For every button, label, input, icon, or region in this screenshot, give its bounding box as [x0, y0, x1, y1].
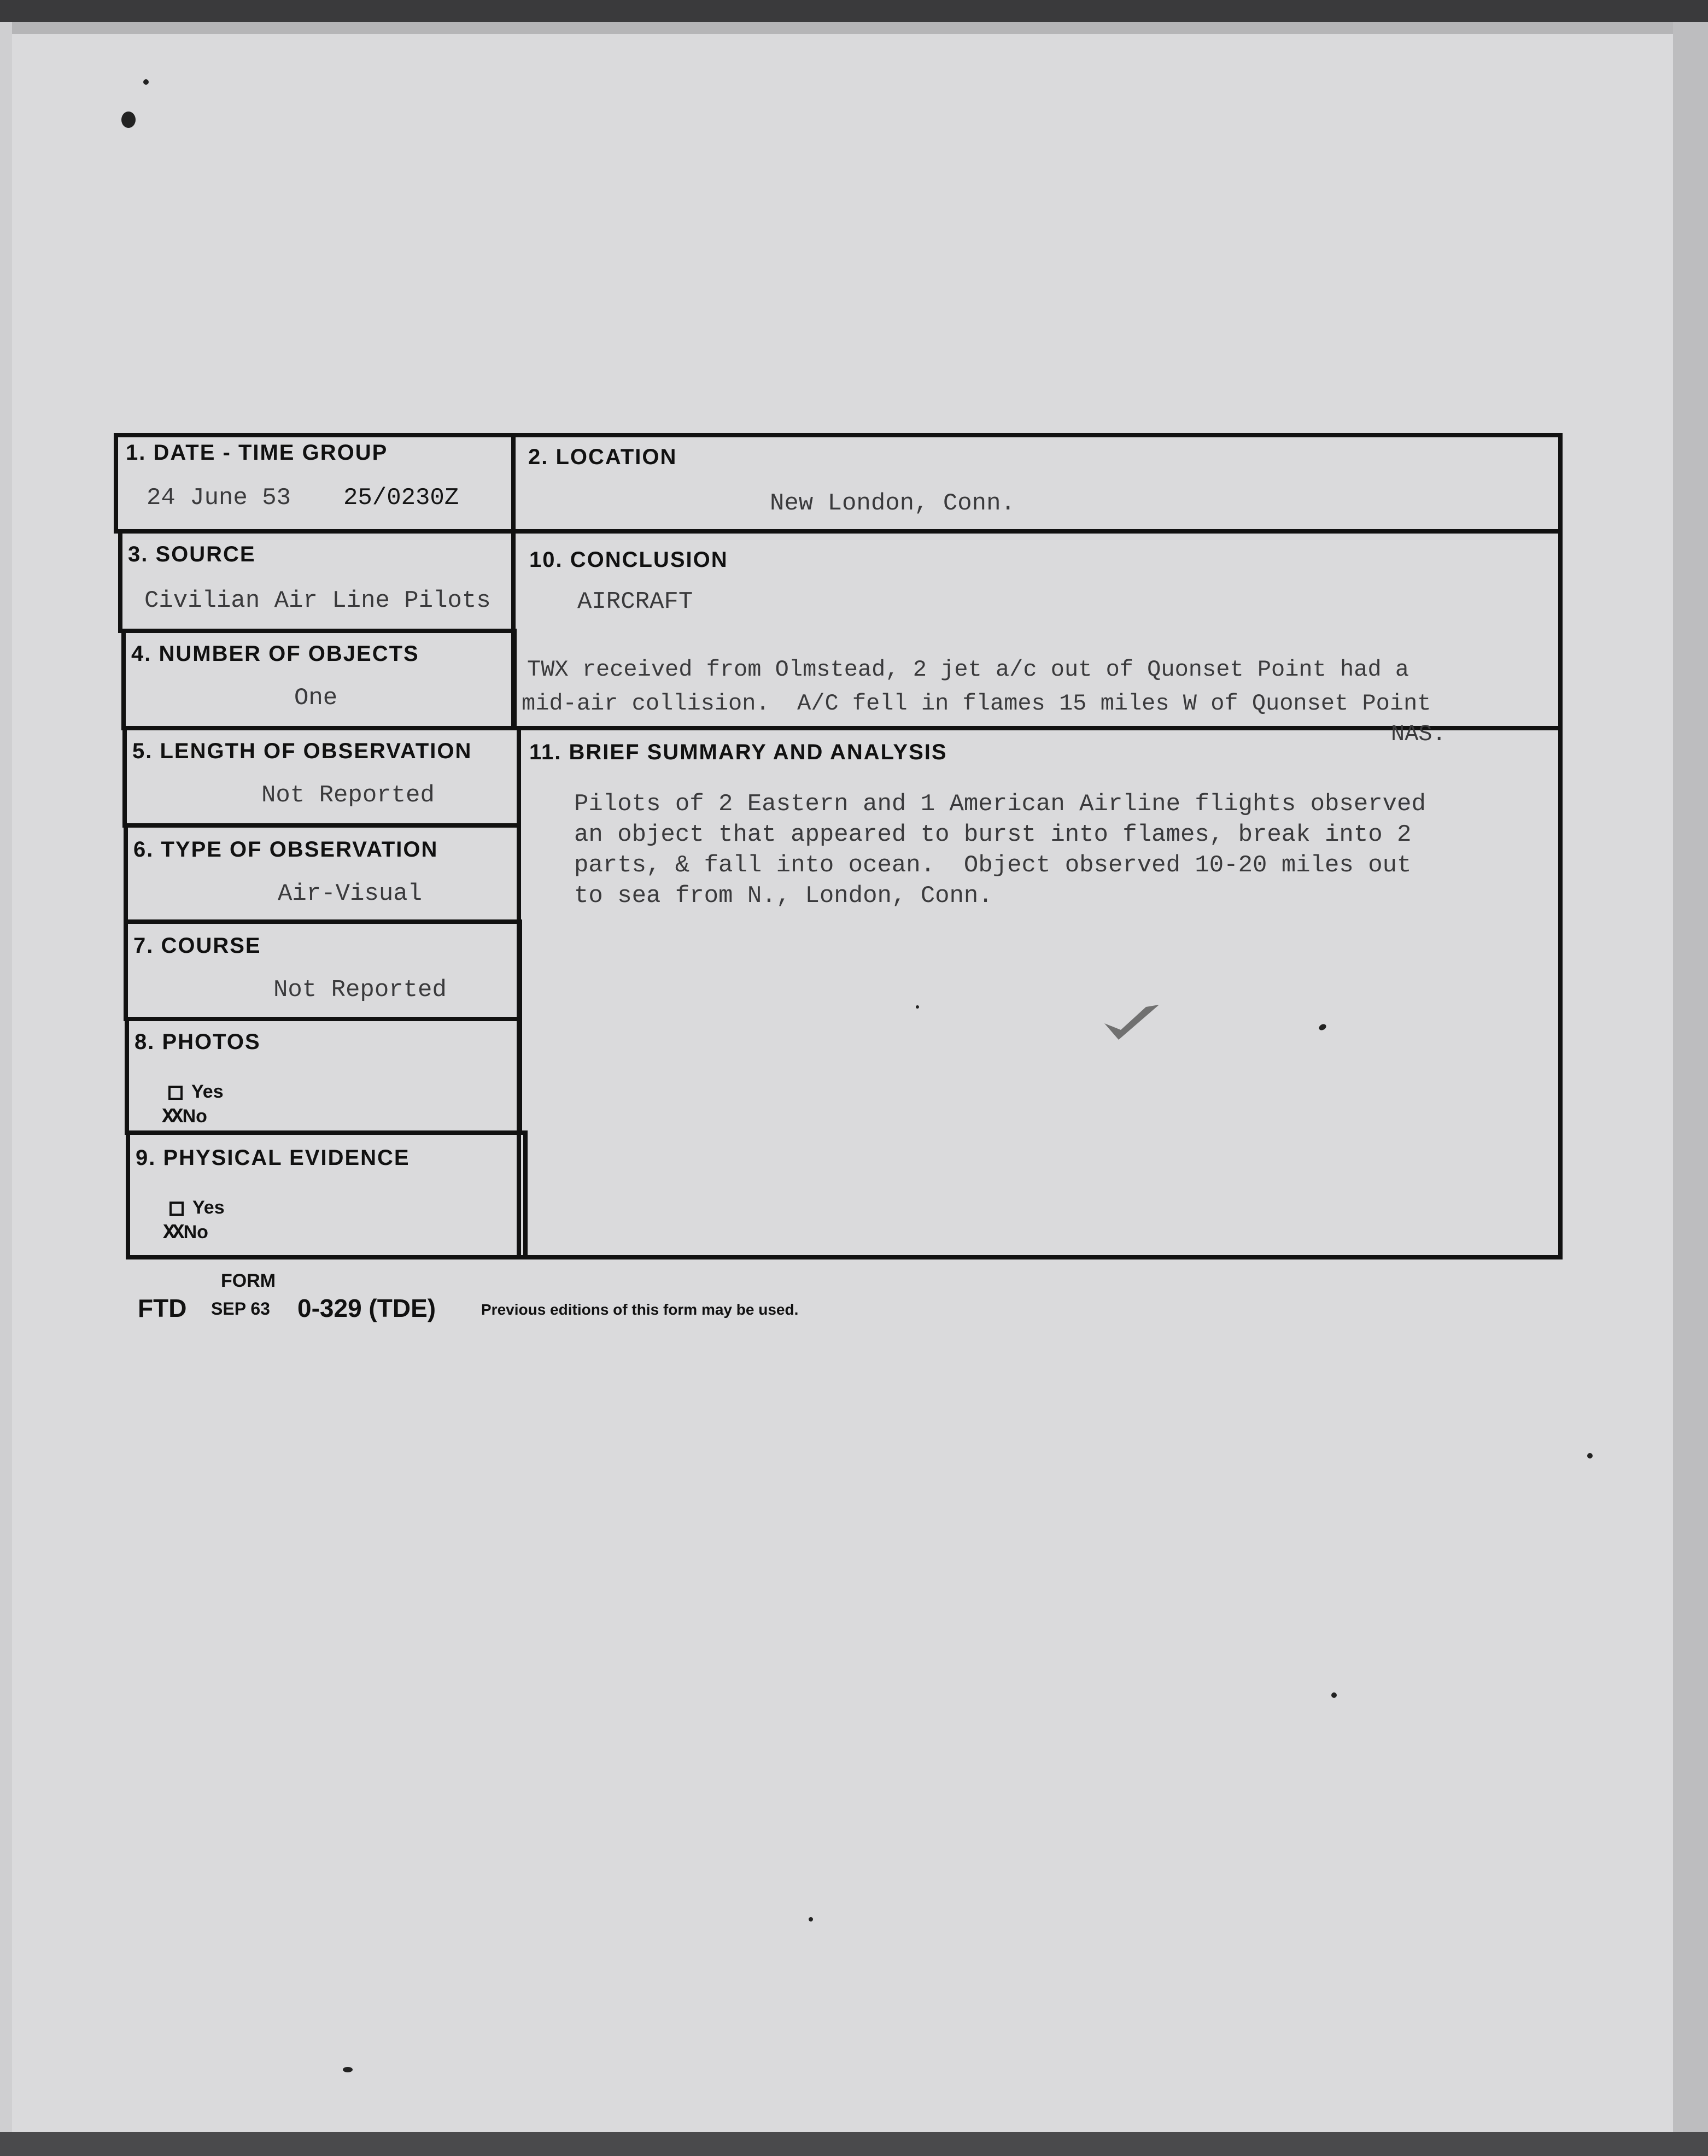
scan-border-right: [1673, 22, 1708, 2156]
conclusion-note-line-2: mid-air collision. A/C fell in flames 15 miles W of Quonset Point: [522, 690, 1431, 717]
source-label: 3. SOURCE: [128, 542, 256, 566]
date-time-group-label: 1. DATE - TIME GROUP: [126, 441, 388, 465]
number-of-objects-label: 4. NUMBER OF OBJECTS: [131, 642, 419, 666]
location-label: 2. LOCATION: [528, 445, 677, 469]
type-of-observation-value: Air-Visual: [278, 880, 423, 907]
physical-evidence-yes-option: [169, 1197, 225, 1218]
source-value: Civilian Air Line Pilots: [144, 587, 491, 614]
physical-evidence-yes-checkbox[interactable]: [169, 1202, 184, 1216]
photos-yes-checkbox[interactable]: [168, 1086, 183, 1100]
time-value: 25/0230Z: [343, 484, 459, 512]
number-of-objects-value: One: [294, 684, 338, 712]
course-value: Not Reported: [273, 976, 447, 1004]
conclusion-value: AIRCRAFT: [577, 588, 693, 616]
photos-yes-label: Yes: [191, 1081, 224, 1102]
footer-form-word: FORM: [221, 1270, 276, 1291]
physical-evidence-no-label: No: [183, 1222, 208, 1243]
scan-border-top-shadow: [0, 22, 1708, 34]
footer-note: Previous editions of this form may be used.: [481, 1301, 799, 1318]
speck: [343, 2067, 353, 2072]
footer-date: SEP 63: [211, 1299, 270, 1319]
summary-line-4: to sea from N., London, Conn.: [574, 882, 993, 910]
summary-line-1: Pilots of 2 Eastern and 1 American Airline flights observed: [574, 790, 1426, 818]
photos-no-option: [162, 1105, 207, 1129]
speck: [121, 112, 136, 128]
date-value: 24 June 53: [147, 484, 291, 512]
location-value: New London, Conn.: [770, 490, 1015, 517]
conclusion-label: 10. CONCLUSION: [529, 548, 728, 572]
scan-border-top: [0, 0, 1708, 22]
summary-label: 11. BRIEF SUMMARY AND ANALYSIS: [529, 740, 947, 764]
physical-evidence-no-mark[interactable]: XX: [163, 1221, 182, 1245]
physical-evidence-no-option: [163, 1221, 208, 1245]
conclusion-note-line-3: NAS.: [1391, 721, 1446, 747]
photos-no-mark[interactable]: XX: [162, 1105, 180, 1129]
scan-border-left: [0, 22, 12, 2143]
summary-line-3: parts, & fall into ocean. Object observed 10-20 miles out: [574, 852, 1412, 879]
checkmark-scribble: [1102, 1001, 1162, 1045]
photos-yes-option: [168, 1081, 224, 1103]
photos-no-label: No: [182, 1106, 207, 1127]
speck: [809, 1917, 813, 1921]
speck: [1331, 1692, 1337, 1698]
physical-evidence-yes-label: Yes: [192, 1197, 225, 1218]
type-of-observation-label: 6. TYPE OF OBSERVATION: [133, 837, 438, 862]
speck: [143, 79, 149, 85]
length-of-observation-label: 5. LENGTH OF OBSERVATION: [132, 739, 472, 763]
summary-line-2: an object that appeared to burst into flames, break into 2: [574, 821, 1412, 848]
physical-evidence-label: 9. PHYSICAL EVIDENCE: [136, 1146, 410, 1170]
report-form: [114, 433, 1563, 1259]
footer-form-number: 0-329 (TDE): [297, 1294, 436, 1322]
course-label: 7. COURSE: [133, 934, 261, 958]
scan-border-bottom: [0, 2132, 1708, 2156]
photos-label: 8. PHOTOS: [134, 1030, 261, 1054]
footer-org: FTD: [138, 1294, 187, 1322]
speck: [1587, 1453, 1593, 1458]
conclusion-note-line-1: TWX received from Olmstead, 2 jet a/c out of Quonset Point had a: [527, 657, 1409, 683]
length-of-observation-value: Not Reported: [261, 782, 435, 809]
